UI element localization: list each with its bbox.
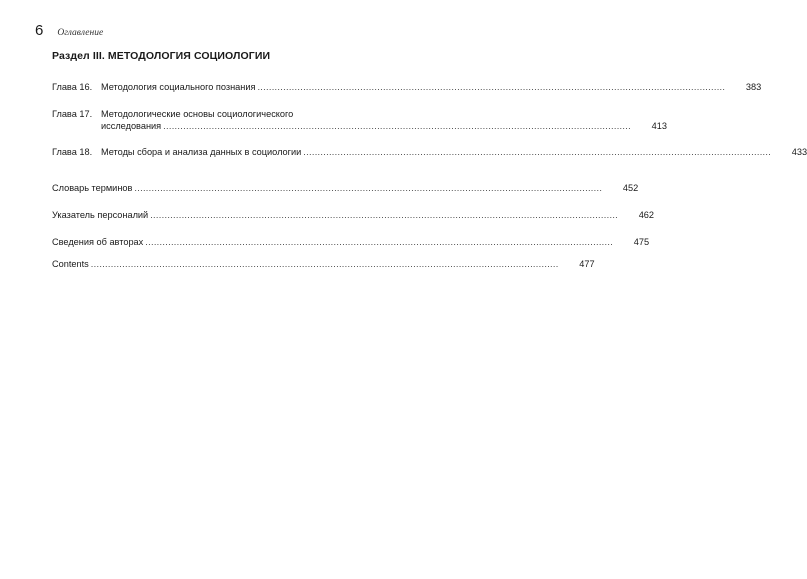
chapter-label: Глава 18.: [52, 147, 93, 157]
dot-leader: [134, 182, 602, 194]
dot-leader: [91, 258, 559, 270]
page-ref: 477: [579, 259, 595, 269]
dot-leader: [257, 81, 725, 93]
page-ref: 462: [638, 210, 655, 220]
page-number: 6: [35, 22, 44, 39]
section-title: Раздел III. МЕТОДОЛОГИЯ СОЦИОЛОГИИ: [52, 50, 271, 62]
toc-entry-authors[interactable]: [52, 236, 650, 248]
page-ref: 433: [791, 147, 807, 157]
toc-entry-glossary[interactable]: [52, 182, 639, 194]
page-header: [35, 22, 103, 39]
chapter-title-line1: Методологические основы социологического: [101, 109, 294, 119]
toc-entry-chapter-16[interactable]: [52, 81, 762, 93]
chapter-label: Глава 16.: [52, 82, 93, 92]
page-ref: 383: [745, 82, 762, 92]
entry-title: Словарь терминов: [52, 183, 133, 193]
dot-leader: [163, 120, 631, 132]
chapter-title-line2: исследования: [101, 121, 162, 131]
dot-leader: [303, 146, 771, 158]
page-ref: 413: [651, 121, 667, 131]
toc-entry-chapter-17[interactable]: [52, 108, 667, 132]
chapter-label: Глава 17.: [52, 109, 93, 119]
dot-leader: [150, 209, 618, 221]
chapter-title: Методы сбора и анализа данных в социологии: [101, 147, 302, 157]
entry-title: Contents: [52, 259, 89, 269]
running-title: Оглавление: [57, 28, 104, 38]
page-ref: 475: [633, 237, 650, 247]
entry-title: Указатель персоналий: [52, 210, 149, 220]
toc-entry-chapter-18[interactable]: [52, 146, 807, 158]
toc-entry-name-index[interactable]: [52, 209, 655, 221]
toc-entry-contents[interactable]: [52, 258, 595, 270]
dot-leader: [145, 236, 613, 248]
entry-title: Сведения об авторах: [52, 237, 144, 247]
page-ref: 452: [622, 183, 639, 193]
chapter-title: Методология социального познания: [101, 82, 256, 92]
